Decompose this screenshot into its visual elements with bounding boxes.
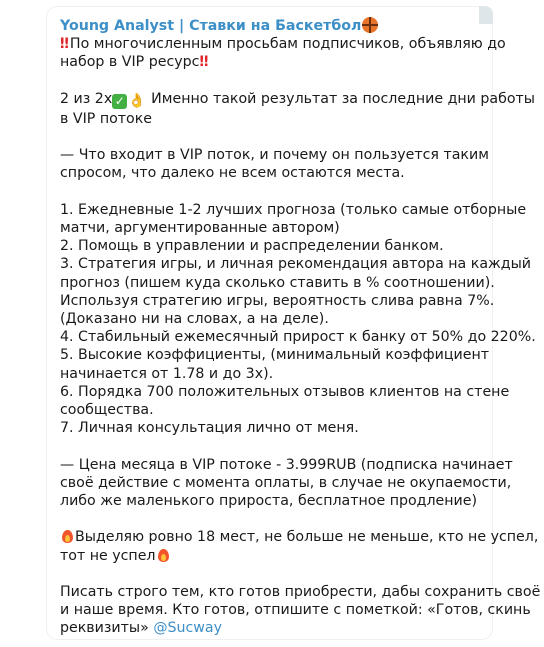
message-bubble [47, 7, 541, 639]
message-line: набор в VIP ресурс‼ [60, 54, 207, 71]
message-line: и наше время. Кто готов, отпишите с пометкой: «Готов, скинь [60, 602, 531, 619]
message-line: 7. Личная консультация лично от меня. [60, 420, 359, 437]
mention-link[interactable]: @Sucway [153, 620, 222, 637]
sender-name-text[interactable]: Young Analyst | Ставки на Баскетбол [60, 18, 362, 34]
message-line: — Цена месяца в VIP потоке - 3.999RUB (подписка начинает [60, 456, 513, 473]
message-line: спросом, что далеко не всем остаются места. [60, 165, 405, 182]
message-line: 3. Стратегия игры, и личная рекомендация автора на каждый [60, 256, 532, 273]
message-line: в VIP потоке [60, 110, 153, 127]
message-line-blank [60, 510, 492, 528]
double-exclamation-icon: ‼ [199, 54, 207, 71]
message-line: 2 из 2х ✓ 👌 Именно такой результат за последние дни работы [60, 90, 535, 109]
message-line-blank [60, 437, 492, 455]
ok-hand-icon: 👌 [128, 92, 146, 109]
message-line: 6. Порядка 700 положительных отзывов клиентов на стене [60, 383, 510, 400]
message-line: 1. Ежедневные 1-2 лучших прогноза (только самые отборные [60, 201, 527, 218]
message-line: тот не успел [60, 547, 492, 565]
message-line: реквизиты» @Sucway [60, 620, 222, 637]
check-mark-icon: ✓ [112, 94, 127, 109]
message-line-blank [60, 565, 492, 583]
message-line: либо же маленького прироста, бесплатное продление) [60, 493, 478, 510]
message-text [60, 35, 541, 638]
message-line: ‼ По многочисленным просьбам подписчиков, объявляю до [60, 36, 506, 52]
message-line: сообщества. [60, 402, 154, 419]
message-line: (Доказано ни на словах, а на деле). [60, 311, 329, 327]
message-line: прогноз (пишем куда сколько ставить в % соотношении). [60, 274, 495, 291]
message-line: начинается от 1.78 и до 3х). [60, 365, 274, 382]
message-line: — Что входит в VIP поток, и почему он пользуется таким [60, 147, 489, 164]
fire-icon [62, 528, 73, 543]
double-exclamation-icon: ‼ [60, 36, 67, 52]
basketball-icon [362, 17, 378, 33]
message-line: 2. Помощь в управлении и распределении банком. [60, 238, 444, 255]
message-line: 5. Высокие коэффициенты, (минимальный коэффициент [60, 347, 490, 364]
message-line-blank [60, 71, 492, 89]
fire-icon [158, 547, 169, 562]
message-line: своё действие с момента оплаты, в случае не окупаемости, [60, 474, 512, 491]
sender-name[interactable] [60, 17, 492, 35]
message-line: матчи, аргументированные автором) [60, 219, 340, 236]
message-line: Используя стратегию игры, вероятность слива равна 7%. [60, 292, 495, 309]
bubble-corner [479, 6, 493, 24]
message-line: Выделяю ровно 18 мест, не больше не меньше, кто не успел, [60, 528, 492, 546]
message-line: 4. Стабильный ежемесячный прирост к банку от 50% до 220%. [60, 329, 536, 346]
message-line-blank [60, 128, 492, 146]
message-line: Писать строго тем, кто готов приобрести, дабы сохранить своё [60, 584, 541, 600]
message-line-blank [60, 183, 492, 201]
